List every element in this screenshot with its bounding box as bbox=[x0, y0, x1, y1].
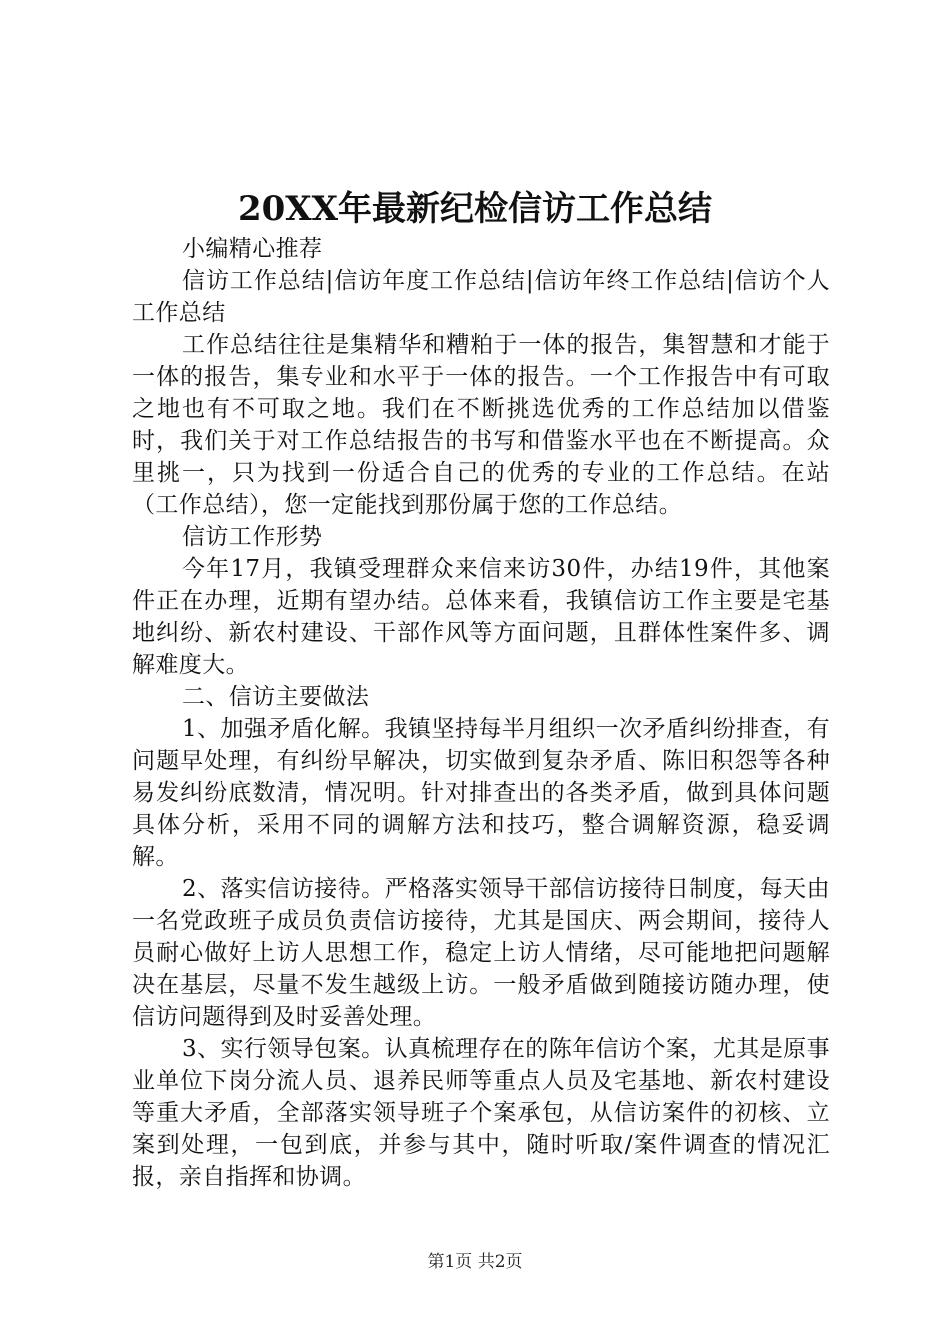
paragraph-recommend: 小编精心推荐 bbox=[182, 236, 323, 262]
document-title: 20XX年最新纪检信访工作总结 bbox=[237, 189, 713, 229]
page-footer: 第1页 共2页 bbox=[427, 1252, 523, 1272]
document-body bbox=[132, 233, 830, 1193]
section-heading-practices: 二、信访主要做法 bbox=[182, 684, 370, 710]
paragraph-practice-1: 1、加强矛盾化解。我镇坚持每半月组织一次矛盾纠纷排查，有问题早处理，有纠纷早解决，切实做到复杂矛盾、陈旧积怨等各种易发纠纷底数清，情况明。针对排查出的各类矛盾，做到具体问题具体分析，采用不同的调解方法和技巧，整合调解资源，稳妥调解。 bbox=[132, 716, 830, 870]
paragraph-practice-2: 2、落实信访接待。严格落实领导干部信访接待日制度，每天由一名党政班子成员负责信访接待，尤其是国庆、两会期间，接待人员耐心做好上访人思想工作，稳定上访人情绪，尽可能地把问题解决在基层，尽量不发生越级上访。一般矛盾做到随接访随办理，使信访问题得到及时妥善处理。 bbox=[132, 876, 830, 1030]
paragraph-situation: 今年17月，我镇受理群众来信来访30件，办结19件，其他案件正在办理，近期有望办结。总体来看，我镇信访工作主要是宅基地纠纷、新农村建设、干部作风等方面问题，且群体性案件多、调解难度大。 bbox=[132, 556, 830, 678]
paragraph-practice-3: 3、实行领导包案。认真梳理存在的陈年信访个案，尤其是原事业单位下岗分流人员、退养民师等重点人员及宅基地、新农村建设等重大矛盾，全部落实领导班子个案承包，从信访案件的初核、立案到处理，一包到底，并参与其中，随时听取/案件调查的情况汇报，亲自指挥和协调。 bbox=[132, 1036, 830, 1190]
paragraph-intro: 工作总结往往是集精华和糟粕于一体的报告，集智慧和才能于一体的报告，集专业和水平于一体的报告。一个工作报告中有可取之地也有不可取之地。我们在不断挑选优秀的工作总结加以借鉴时，我们关于对工作总结报告的书写和借鉴水平也在不断提高。众里挑一，只为找到一份适合自己的优秀的专业的工作总结。在站（工作总结），您一定能找到那份属于您的工作总结。 bbox=[132, 332, 830, 518]
paragraph-related-links: 信访工作总结|信访年度工作总结|信访年终工作总结|信访个人工作总结 bbox=[132, 268, 830, 326]
section-heading-situation: 信访工作形势 bbox=[182, 524, 323, 550]
